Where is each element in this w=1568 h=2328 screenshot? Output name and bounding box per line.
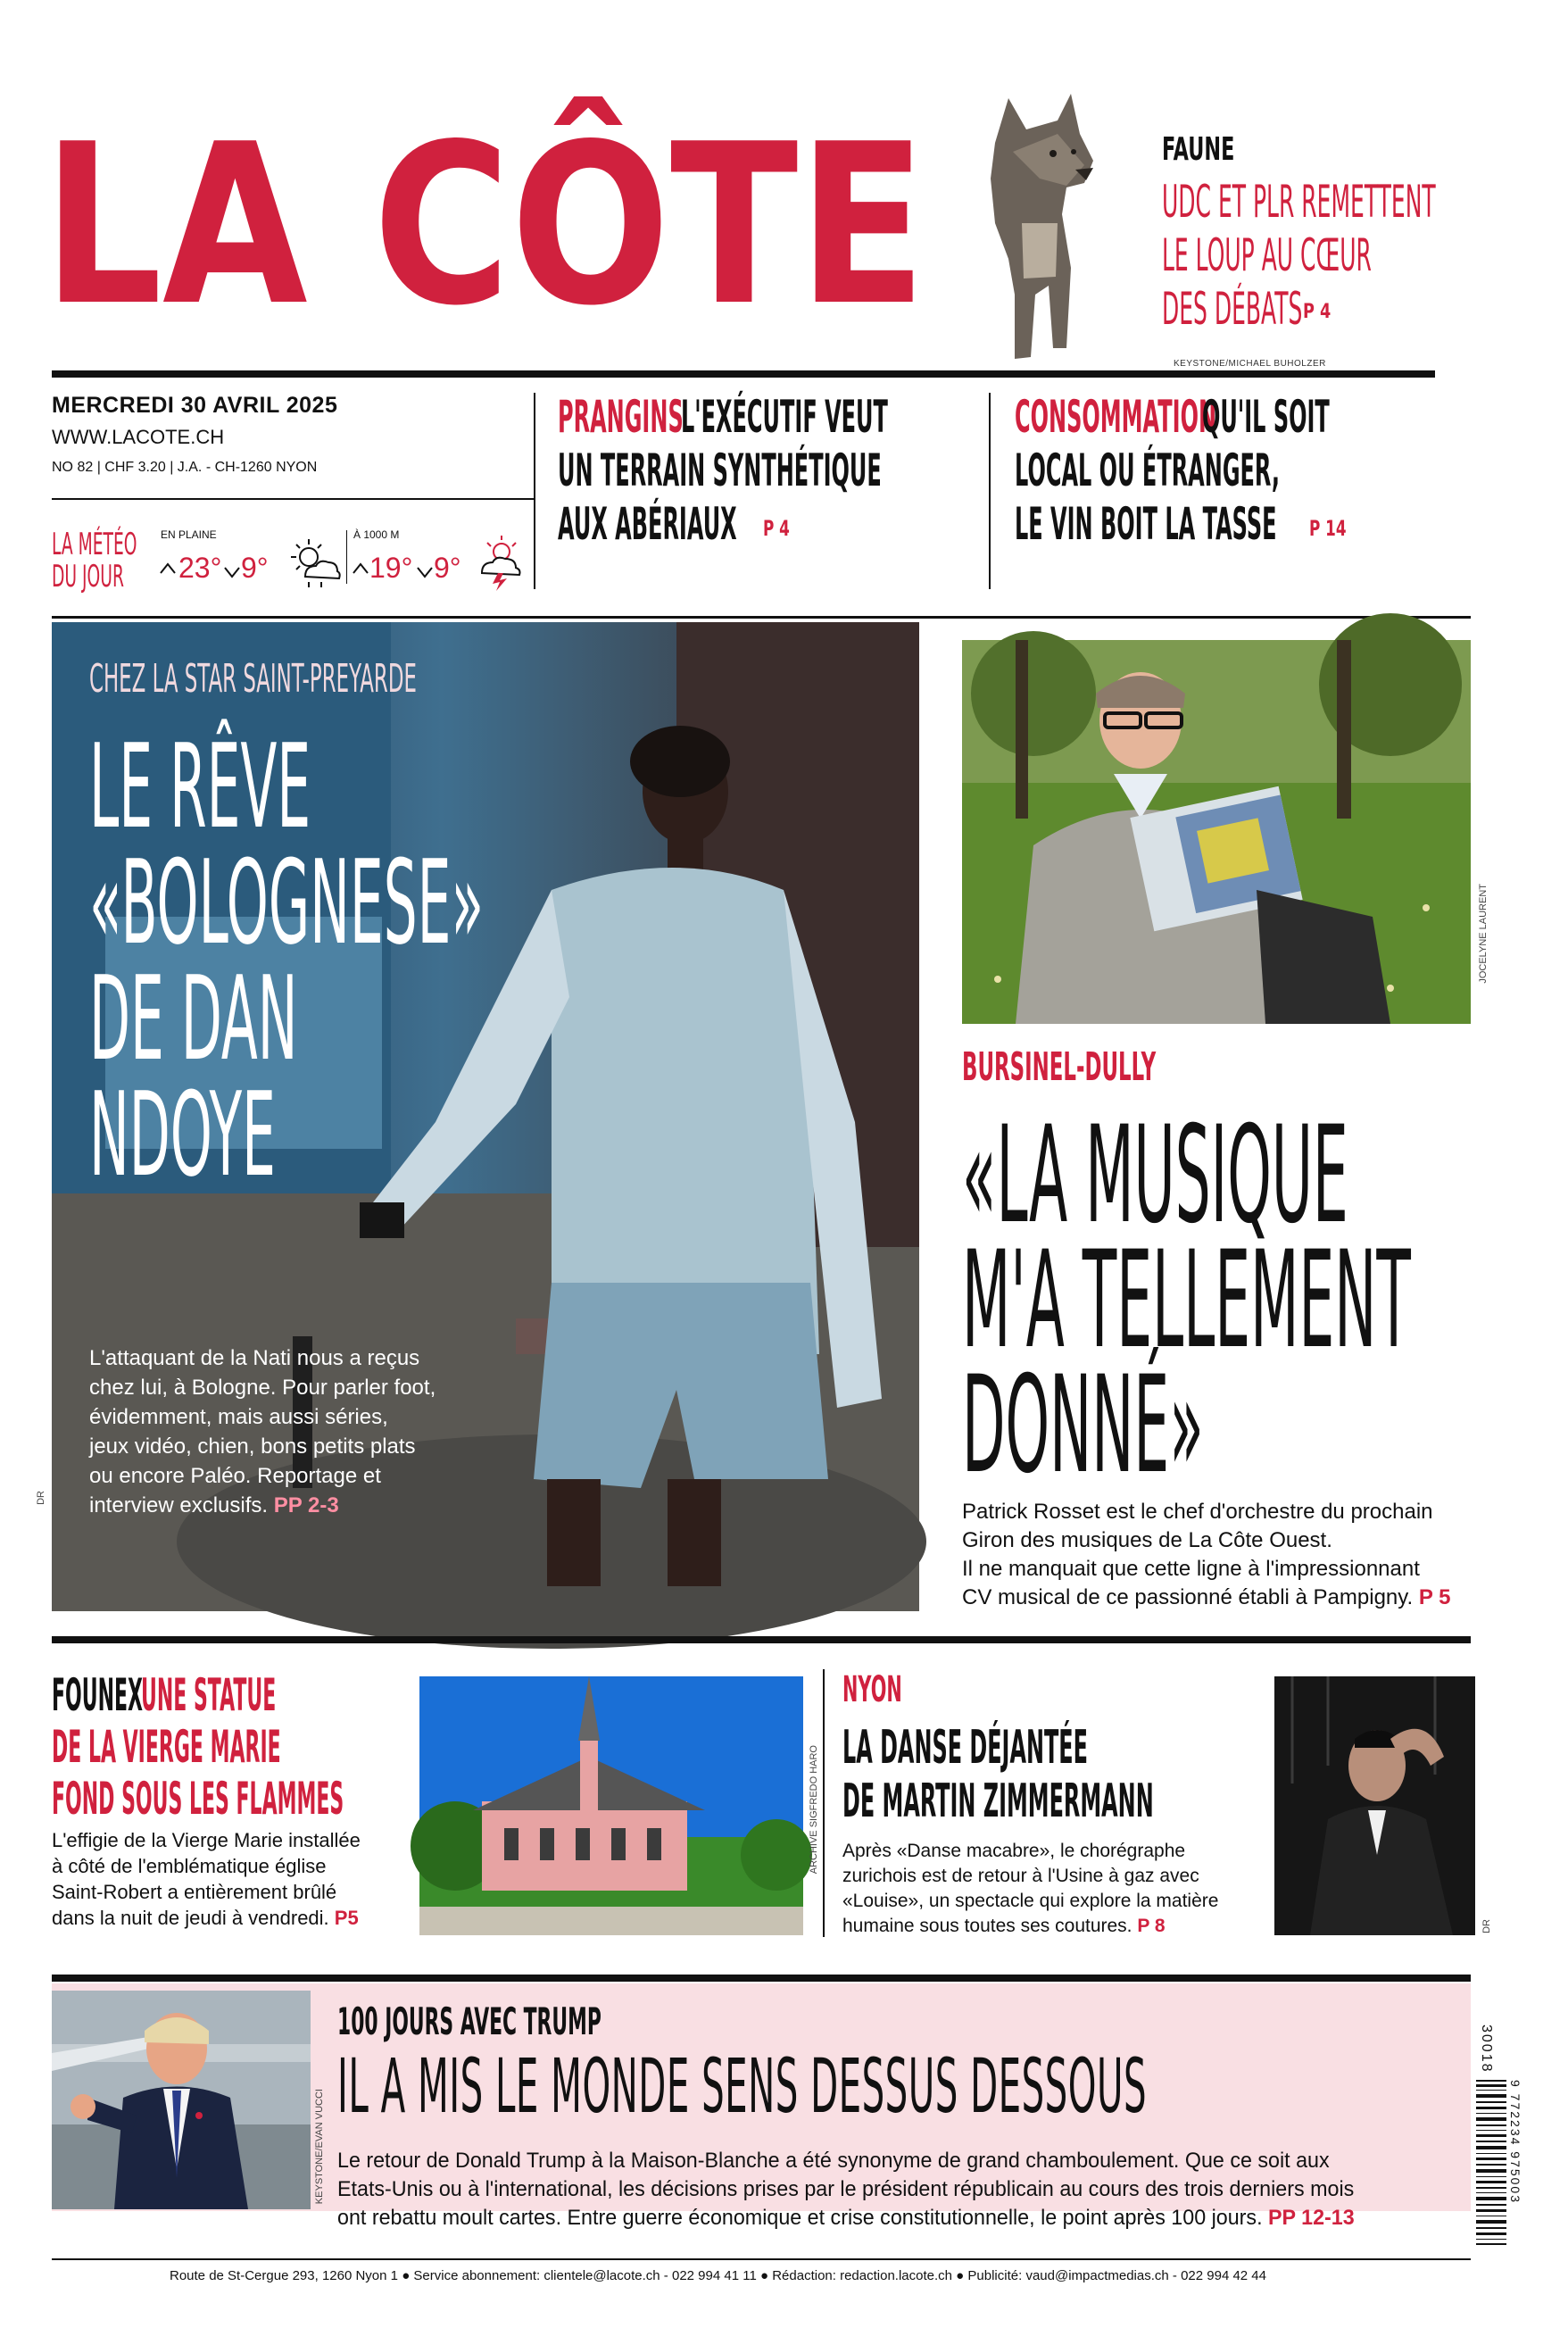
issue-details: NO 82 | CHF 3.20 | J.A. - CH-1260 NYON [52, 460, 318, 475]
music-kicker: BURSINEL-DULLY [962, 1044, 1157, 1090]
weather-plain-label: EN PLAINE [161, 528, 217, 541]
weather-altitude-min: 9° [434, 552, 461, 584]
sun-cloud-icon [286, 534, 343, 591]
trump-story[interactable] [337, 2000, 1408, 2130]
footer-rule [52, 2258, 1471, 2260]
lead-page-ref[interactable]: PP 2-3 [273, 1493, 339, 1517]
masthead-rule [52, 370, 1435, 378]
teaser-consommation-headline-3: LE VIN BOIT LA TASSE [1015, 498, 1277, 550]
trump-body-line-3: ont rebattu moult cartes. Entre guerre économique et crise constitutionnelle, le point après 100 jours. [337, 2206, 1263, 2230]
lead-body-line-1: L'attaquant de la Nati nous a reçus [89, 1346, 420, 1370]
nyon-kicker: NYON [842, 1669, 902, 1710]
teaser-prangins-kicker: PRANGINS [558, 391, 684, 443]
music-page-ref[interactable]: P 5 [1418, 1585, 1451, 1609]
founex-body [52, 1827, 427, 1931]
music-body-line-1: Patrick Rosset est le chef d'orchestre du prochain [962, 1500, 1433, 1524]
trump-photo-art [52, 1991, 311, 2209]
weather-altitude-label: À 1000 M [353, 528, 400, 541]
lead-headline-1: LE RÊVE [89, 719, 311, 854]
founex-photo[interactable] [419, 1676, 803, 1935]
music-credit: JOCELYNE LAURENT [1478, 884, 1489, 984]
barcode [1473, 2025, 1524, 2276]
lead-headline-2: «BOLOGNESE» [89, 835, 485, 970]
founex-headline-2: DE LA VIERGE MARIE [52, 1721, 281, 1773]
section-rule-2 [52, 1975, 1471, 1982]
founex-headline-1: UNE STATUE [141, 1669, 277, 1721]
footer-address: Route de St-Cergue 293, 1260 Nyon 1 [170, 2268, 399, 2283]
music-headline-3: DONNÉ» [962, 1348, 1204, 1503]
teaser-consommation-headline-2: LOCAL OU ÉTRANGER, [1015, 445, 1280, 496]
lead-body [89, 1343, 482, 1520]
teaser-prangins-page: P 4 [763, 516, 790, 541]
issue-rule [52, 498, 534, 500]
wolf-photo [959, 80, 1138, 375]
issue-info [52, 393, 516, 476]
footer-subscription[interactable]: Service abonnement: clientele@lacote.ch - 022 994 41 11 [413, 2268, 757, 2283]
teaser-consommation-headline-1: QU'IL SOIT [1202, 391, 1330, 443]
teaser-wolf-headline-2: LE LOUP AU CŒUR [1162, 229, 1372, 281]
masthead-logo-art [43, 97, 1085, 354]
lead-body-line-6: interview exclusifs. [89, 1493, 269, 1517]
trump-body-line-2: Etats-Unis ou à l'international, les décisions prises par le président républicain au cours des trois derniers mois [337, 2177, 1355, 2201]
teaser-prangins[interactable] [558, 391, 977, 570]
founex-nyon-divider [823, 1669, 825, 1937]
nyon-body-line-4: humaine sous toutes ses coutures. [842, 1916, 1132, 1936]
weather-box [52, 527, 534, 598]
header-divider-1 [534, 393, 535, 589]
weather-label-2: DU JOUR [52, 559, 124, 594]
issue-date: MERCREDI 30 AVRIL 2025 [52, 393, 338, 418]
teaser-wolf-kicker: FAUNE [1162, 131, 1235, 168]
footer-bullet-1: ● [402, 2268, 414, 2283]
nyon-photo[interactable] [1274, 1676, 1475, 1935]
lead-body-line-3: évidemment, mais aussi séries, [89, 1405, 388, 1429]
nyon-headline-1: LA DANSE DÉJANTÉE [842, 1721, 1088, 1775]
weather-plain-min: 9° [241, 552, 269, 584]
nyon-credit: DR [1481, 1919, 1492, 1933]
lead-headline-3: DE DAN [89, 951, 298, 1086]
header-divider-2 [989, 393, 991, 589]
footer-bullet-3: ● [956, 2268, 968, 2283]
teaser-wolf-headline-1: UDC ET PLR REMETTENT [1162, 176, 1436, 228]
footer-bullet-2: ● [759, 2268, 773, 2283]
founex-photo-art [419, 1676, 803, 1935]
footer [170, 2268, 1419, 2283]
music-body-line-3: Il ne manquait que cette ligne à l'impressionnant [962, 1557, 1420, 1581]
founex-body-line-2: à côté de l'emblématique église [52, 1855, 327, 1877]
teaser-prangins-headline-3: AUX ABÉRIAUX [558, 498, 737, 550]
founex-story[interactable] [52, 1669, 427, 1830]
nyon-story[interactable] [842, 1669, 1271, 1839]
nyon-body-line-1: Après «Danse macabre», le chorégraphe [842, 1841, 1186, 1861]
music-body-line-2: Giron des musiques de La Côte Ouest. [962, 1528, 1332, 1552]
trump-page-ref[interactable]: PP 12-13 [1268, 2206, 1355, 2230]
thunderstorm-icon [475, 534, 532, 591]
nyon-body [842, 1839, 1253, 1939]
music-body [962, 1498, 1480, 1612]
nyon-headline-2: DE MARTIN ZIMMERMANN [842, 1775, 1154, 1828]
barcode-top-digits: 30018 [1479, 2025, 1494, 2074]
teaser-consommation-kicker: CONSOMMATION [1015, 391, 1217, 443]
teaser-wolf[interactable] [1162, 131, 1448, 372]
music-photo-art [962, 640, 1471, 1024]
footer-editorial[interactable]: Rédaction: redaction.lacote.ch [772, 2268, 952, 2283]
lead-story[interactable] [89, 656, 625, 1245]
teaser-prangins-headline-1: L'EXÉCUTIF VEUT [681, 391, 888, 443]
trump-body-line-1: Le retour de Donald Trump à la Maison-Blanche a été synonyme de grand chamboulement. Que ce soit aux [337, 2149, 1330, 2173]
teaser-consommation[interactable] [1015, 391, 1443, 570]
trump-photo[interactable] [52, 1991, 311, 2209]
founex-kicker: FOUNEX [52, 1669, 143, 1721]
teaser-wolf-headline-3: DES DÉBATS [1162, 283, 1303, 335]
masthead-title: LA CÔTE [43, 97, 1085, 354]
founex-body-line-1: L'effigie de la Vierge Marie installée [52, 1829, 361, 1851]
lead-body-line-5: ou encore Paléo. Reportage et [89, 1464, 381, 1488]
weather-plain-max: 23° [178, 552, 222, 584]
trump-body [337, 2147, 1462, 2232]
weather-altitude-carets [353, 553, 460, 589]
weather-altitude-max: 19° [369, 552, 413, 584]
trump-headline: IL A MIS LE MONDE SENS DESSUS DESSOUS [337, 2042, 1148, 2130]
founex-body-line-4: dans la nuit de jeudi à vendredi. [52, 1907, 329, 1929]
footer-advertising[interactable]: Publicité: vaud@impactmedias.ch - 022 994 42 44 [967, 2268, 1266, 2283]
masthead-logo [43, 97, 1085, 354]
section-rule-1 [52, 1636, 1471, 1643]
nyon-body-line-3: «Louise», un spectacle qui explore la matière [842, 1891, 1219, 1911]
music-photo[interactable] [962, 640, 1471, 1024]
wolf-credit: KEYSTONE/MICHAEL BUHOLZER [1174, 359, 1326, 369]
teaser-prangins-headline-2: UN TERRAIN SYNTHÉTIQUE [558, 445, 882, 496]
barcode-digits: 9 772234 975003 [1508, 2080, 1522, 2204]
music-body-line-4: CV musical de ce passionné établi à Pampigny. [962, 1585, 1414, 1609]
nyon-photo-art [1274, 1676, 1475, 1935]
nyon-body-line-2: zurichois est de retour à l'Usine à gaz avec [842, 1866, 1199, 1886]
founex-body-line-3: Saint-Robert a entièrement brûlé [52, 1881, 337, 1903]
header-bottom-rule [52, 616, 1471, 619]
trump-credit: KEYSTONE/EVAN VUCCI [314, 2089, 325, 2205]
trump-kicker: 100 JOURS AVEC TRUMP [337, 2000, 601, 2043]
music-story[interactable] [962, 1044, 1471, 1503]
nyon-page-ref[interactable]: P 8 [1137, 1916, 1166, 1936]
teaser-wolf-page: P 4 [1303, 301, 1332, 323]
issue-website: WWW.LACOTE.CH [52, 426, 225, 448]
music-headline-1: «LA MUSIQUE [962, 1098, 1348, 1253]
teaser-consommation-page: P 14 [1309, 516, 1347, 541]
music-headline-2: M'A TELLEMENT [962, 1223, 1411, 1378]
lead-kicker: CHEZ LA STAR SAINT-PREYARDE [89, 656, 417, 702]
lead-body-line-2: chez lui, à Bologne. Pour parler foot, [89, 1376, 436, 1400]
weather-divider [346, 530, 347, 584]
founex-headline-3: FOND SOUS LES FLAMMES [52, 1773, 344, 1825]
lead-body-line-4: jeux vidéo, chien, bons petits plats [89, 1434, 416, 1459]
lead-credit: DR [36, 1491, 46, 1505]
founex-page-ref[interactable]: P5 [334, 1907, 359, 1929]
lead-headline-4: NDOYE [89, 1067, 276, 1202]
weather-label-1: LA MÉTÉO [52, 527, 137, 562]
founex-credit: ARCHIVE SIGFREDO HARO [809, 1745, 819, 1875]
